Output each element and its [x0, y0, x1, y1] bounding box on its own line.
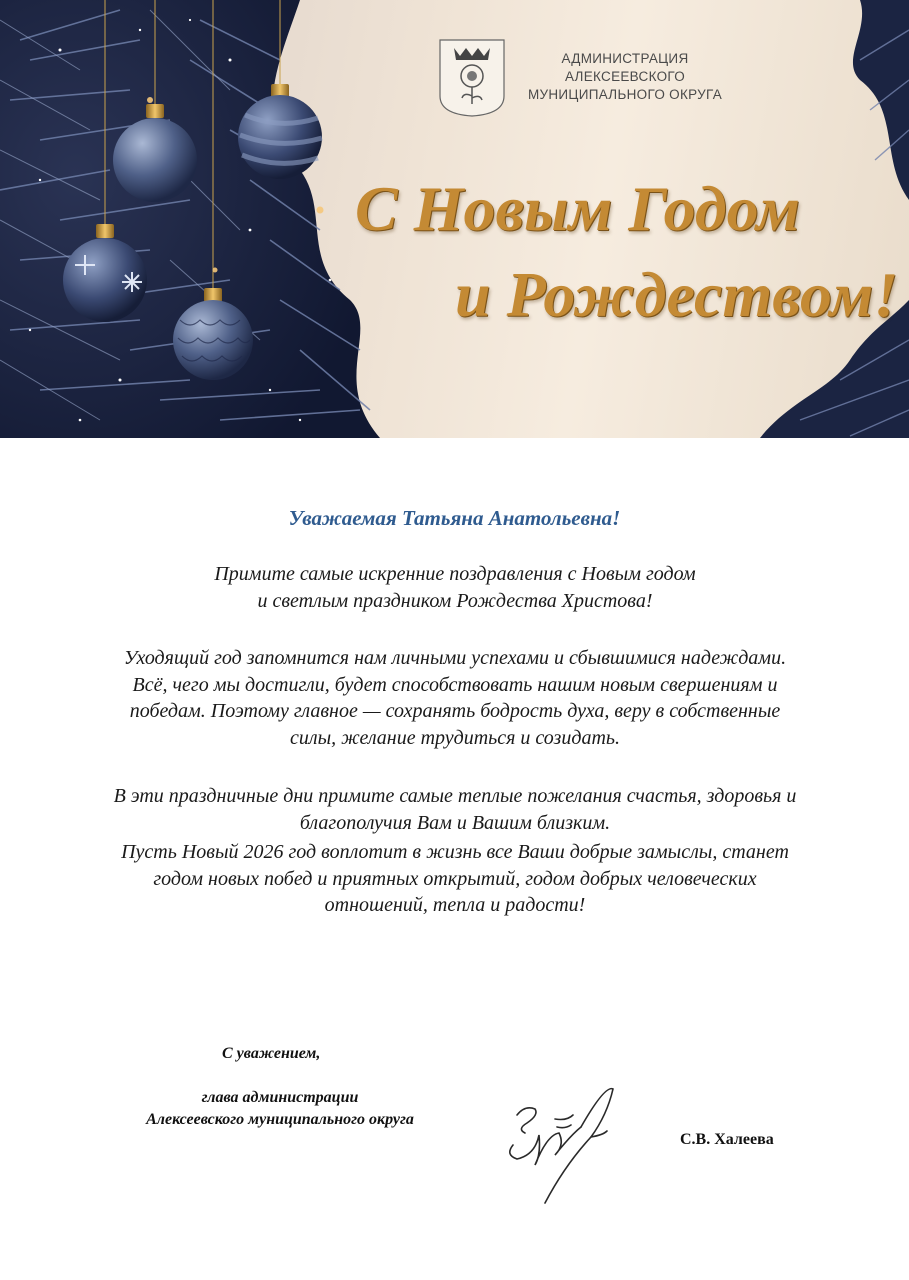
- coat-of-arms-logo: [438, 38, 506, 118]
- greeting-banner: [0, 0, 909, 438]
- intro-line-1: Примите самые искренние поздравления с Новым годом: [214, 563, 696, 585]
- body-text-1: Уходящий год запомнится нам личными успехами и сбывшимися надеждами. Всё, чего мы достигли, будет способствовать нашим новым свершениям и победам. Поэтому главное — сохранять бодрость духа, веру в собственные силы, желание трудиться и созидать.: [123, 647, 787, 749]
- signer-position-line-1: глава администрации: [201, 1089, 359, 1106]
- body-paragraph-3: [110, 839, 800, 919]
- signer-name: С.В. Халеева: [680, 1131, 774, 1148]
- closing-respect: С уважением,: [222, 1045, 321, 1062]
- body-paragraph-2: [110, 783, 800, 836]
- body-text-2: В эти праздничные дни примите самые теплые пожелания счастья, здоровья и благополучия Вам и Вашим близким.: [113, 785, 797, 834]
- greeting-title-line-1: С Новым Годом: [355, 173, 800, 244]
- handwritten-signature: [495, 1075, 630, 1210]
- administration-name: [520, 50, 730, 104]
- intro-paragraph: [110, 561, 800, 614]
- salutation: Уважаемая Татьяна Анатольевна!: [288, 506, 621, 530]
- signer-position-line-2: Алексеевского муниципального округа: [146, 1111, 414, 1128]
- admin-line-3: МУНИЦИПАЛЬНОГО ОКРУГА: [527, 87, 723, 102]
- greeting-title-line-2: и Рождеством!: [455, 259, 899, 330]
- intro-line-2: и светлым праздником Рождества Христова!: [257, 589, 653, 612]
- admin-line-2: АЛЕКСЕЕВСКОГО: [564, 69, 686, 84]
- admin-line-1: АДМИНИСТРАЦИЯ: [561, 51, 689, 66]
- body-text-3: Пусть Новый 2026 год воплотит в жизнь все Ваши добрые замыслы, станет годом новых побед и приятных открытий, годом добрых человеческих отношений, тепла и радости!: [121, 841, 789, 916]
- signer-position: [120, 1087, 440, 1131]
- body-paragraph-1: [110, 645, 800, 751]
